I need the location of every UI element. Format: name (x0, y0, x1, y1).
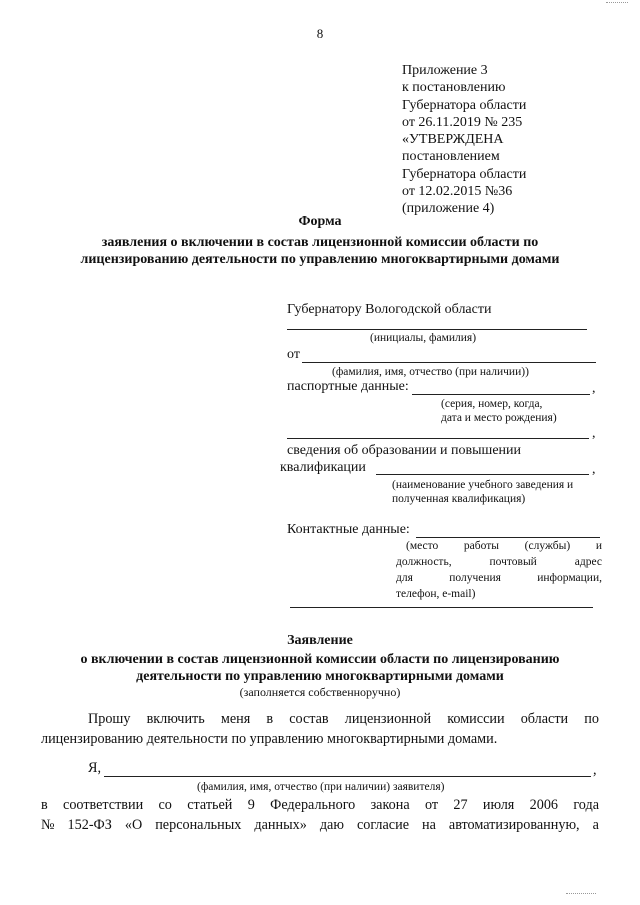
contacts-hint-row (396, 556, 602, 568)
appendix-line: к постановлению (402, 80, 506, 96)
paragraph-line (41, 797, 599, 814)
statement-title-line: о включении в состав лицензионной комиссии области по лицензированию (80, 652, 560, 667)
appendix-line: (приложение 4) (402, 201, 495, 217)
word: соответствии (63, 797, 144, 813)
page-number: 8 (316, 26, 324, 41)
passport-hint: дата и место рождения) (441, 412, 557, 424)
word: со (158, 797, 172, 813)
word: персональных (155, 817, 242, 833)
word: в (266, 711, 274, 727)
addressee-to: Губернатору Вологодской области (287, 302, 492, 317)
comma: , (592, 381, 596, 396)
contacts-hint-row (406, 540, 602, 552)
word: Федерального (270, 797, 356, 813)
appendix-line: Губернатора области (402, 166, 527, 182)
scan-mark (606, 2, 628, 7)
fio-hint: (фамилия, имя, отчество (при наличии)) (332, 366, 529, 378)
paragraph-line (41, 817, 599, 834)
scan-mark (566, 893, 596, 898)
word: автоматизированную, (448, 817, 580, 833)
word: лицензионной (344, 711, 432, 727)
word: на (422, 817, 436, 833)
word: июля (482, 797, 515, 813)
hint-word: для (396, 572, 413, 584)
passport-line (412, 394, 590, 395)
hint-word: работы (463, 540, 499, 552)
word: 152-ФЗ (67, 817, 112, 833)
contacts-extra-line (290, 607, 593, 608)
contacts-hint-row (396, 572, 602, 584)
hint-word: получения (449, 572, 501, 584)
word: года (573, 797, 599, 813)
comma: , (592, 462, 596, 477)
statement-note: (заполняется собственноручно) (239, 685, 401, 699)
word: от (424, 797, 439, 813)
word: 2006 (529, 797, 559, 813)
comma: , (592, 426, 596, 441)
comma: , (593, 762, 597, 778)
appendix-block (402, 62, 526, 218)
word: 27 (453, 797, 468, 813)
education-label: квалификации (280, 460, 366, 475)
passport-label: паспортные данные: (287, 379, 409, 394)
word: «О (124, 817, 143, 833)
word: данных» (254, 817, 307, 833)
hint-word: (службы) (524, 540, 571, 552)
paragraph-line: лицензированию деятельности по управлению многоквартирными домами. (41, 731, 498, 747)
word: по (584, 711, 599, 727)
word: согласие (356, 817, 409, 833)
education-hint: (наименование учебного заведения и (392, 479, 574, 491)
hint-word: (место (406, 540, 439, 552)
word: а (592, 817, 599, 833)
appendix-line: постановлением (402, 149, 500, 165)
hint-word: информации, (537, 572, 602, 584)
education-hint: полученная квалификация) (392, 493, 526, 505)
appendix-line: Приложение 3 (402, 63, 488, 78)
ya-label: Я, (88, 760, 102, 776)
statement-title-line: деятельности по управлению многоквартирными домами (136, 669, 504, 684)
appendix-line: от 12.02.2015 №36 (402, 184, 513, 200)
passport-hint: (серия, номер, когда, (441, 398, 543, 410)
applicant-line (104, 776, 591, 777)
from-line (302, 362, 596, 363)
contacts-label: Контактные данные: (287, 522, 410, 537)
education-line (376, 474, 589, 475)
appendix-line: Губернатора области (402, 97, 527, 113)
contacts-hint-last: телефон, e-mail) (396, 588, 476, 600)
appendix-line: «УТВЕРЖДЕНА (402, 132, 504, 148)
applicant-hint: (фамилия, имя, отчество (при наличии) заявителя) (197, 781, 445, 793)
form-title-line: лицензированию деятельности по управлению многоквартирными домами (80, 252, 560, 267)
appendix-line: от 26.11.2019 № 235 (402, 114, 523, 130)
education-label: сведения об образовании и повышении (287, 443, 522, 458)
word: меня (220, 711, 251, 727)
initials-line (287, 329, 587, 330)
initials-hint: (инициалы, фамилия) (370, 332, 477, 344)
word: состав (289, 711, 329, 727)
contacts-line (416, 537, 600, 538)
hint-word: почтовый (489, 556, 537, 568)
word: области (520, 711, 569, 727)
word: включить (146, 711, 205, 727)
hint-word: адрес (574, 556, 602, 568)
statement-title: Заявление (287, 633, 353, 648)
paragraph-line (88, 711, 599, 728)
word: в (41, 797, 48, 813)
word: даю (319, 817, 344, 833)
passport-extra-line (287, 438, 589, 439)
word: закона (370, 797, 410, 813)
form-title-line: заявления о включении в состав лицензионной комиссии области по (101, 235, 539, 250)
word: 9 (247, 797, 255, 813)
from-label: от (287, 347, 300, 362)
word: статьей (187, 797, 233, 813)
word: Прошу (88, 711, 131, 727)
hint-word: должность, (396, 556, 452, 568)
hint-word: и (595, 540, 602, 552)
word: № (41, 817, 55, 833)
word: комиссии (447, 711, 505, 727)
form-word: Форма (298, 214, 342, 229)
